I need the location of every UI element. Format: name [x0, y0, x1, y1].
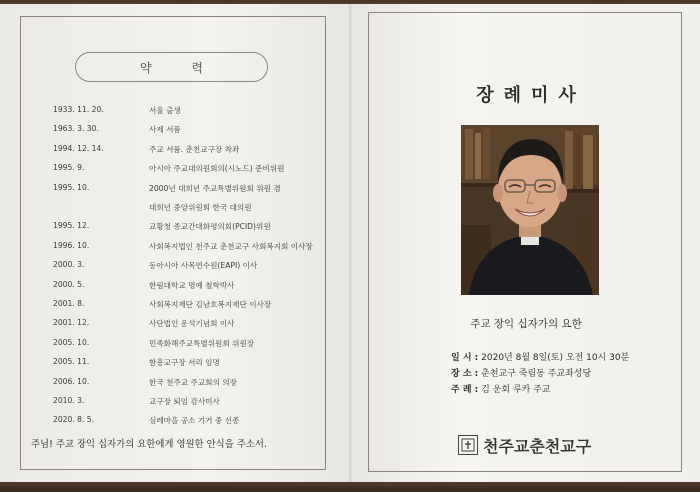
closing-prayer: 주님! 주교 장익 십자가의 요한에게 영원한 안식을 주소서. [31, 439, 267, 450]
page-title: 장례미사 [476, 85, 586, 106]
timeline-event: 2000년 대희년 주교특별위원회 위원 겸 [149, 183, 281, 193]
biography-card [0, 4, 350, 482]
biography-heading: 약 력 [75, 52, 268, 82]
timeline-date: 2000. 3. [53, 260, 85, 270]
info-celebrant-value: 김 운회 루카 주교 [481, 385, 551, 395]
timeline-date: 1995. 9. [53, 163, 85, 173]
diocese-emblem-icon [458, 435, 478, 455]
info-datetime-label: 일 시 : [451, 353, 479, 363]
timeline-event: 사제 서품 [149, 125, 181, 135]
timeline-event: 교구장 퇴임 감사미사 [149, 397, 220, 406]
funeral-frame [368, 12, 682, 472]
timeline-date: 1996. 10. [53, 240, 90, 250]
funeral-mass-card [352, 4, 700, 482]
info-celebrant-label: 주 례 : [451, 385, 479, 395]
biography-frame [20, 16, 326, 470]
timeline-date: 2005. 11. [53, 357, 90, 367]
diocese-name: 천주교춘천교구 [483, 437, 592, 456]
info-location-label: 장 소 : [451, 369, 479, 379]
timeline-date: 2005. 10. [53, 337, 90, 347]
deceased-name: 주교 장익 십자가의 요한 [470, 318, 582, 330]
timeline-event: 한국 천주교 주교회의 의장 [149, 377, 237, 387]
timeline-event: 사회복지법인 천주교 춘천교구 사회복지회 이사장 [149, 241, 313, 251]
timeline-date: 2020. 8. 5. [53, 415, 95, 425]
timeline-event: 아시아 주교대의원회의(시노드) 준비위원 [149, 164, 285, 174]
timeline-date: 2000. 5. [53, 279, 85, 289]
timeline-date: 2001. 12. [53, 318, 90, 328]
info-location [451, 366, 591, 379]
timeline-event: 동아시아 사목연수원(EAPI) 이사 [149, 261, 258, 271]
timeline-event: 한림대학교 명예 철학박사 [149, 280, 235, 290]
timeline-event: 함흥교구장 서리 임명 [149, 358, 220, 368]
timeline-event: 주교 서품. 춘천교구장 착좌 [149, 144, 240, 154]
timeline-event: 사회복지재단 김남호복지재단 이사장 [149, 300, 272, 309]
timeline-date: 1995. 12. [53, 221, 90, 231]
info-location-value: 춘천교구 죽림동 주교좌성당 [481, 369, 592, 379]
timeline-date: 2006. 10. [53, 376, 90, 386]
timeline-date: 1994. 12. 14. [53, 143, 104, 153]
portrait-photo [461, 125, 599, 295]
timeline-date: 1995. 10. [53, 182, 90, 192]
portrait-image [461, 125, 599, 295]
timeline-event: 사단법인 운석기념회 이사 [149, 319, 235, 329]
timeline-event: 민족화해주교특별위원회 위원장 [149, 338, 255, 348]
timeline-date: 2001. 8. [53, 299, 85, 308]
timeline-date: 2010. 3. [53, 396, 85, 405]
timeline-date: 1933. 11. 20. [53, 105, 104, 114]
timeline-event: 서울 출생 [149, 106, 181, 115]
info-datetime-value: 2020년 8월 8일(토) 오전 10시 30분 [481, 353, 630, 363]
info-celebrant [451, 382, 551, 395]
timeline-event: 대희년 중앙위원회 한국 대의원 [149, 203, 252, 212]
timeline-event: 심레마을 공소 기거 중 선종 [149, 416, 240, 426]
timeline-event: 교황청 종교간대화평의회(PCID)위원 [149, 222, 271, 232]
info-datetime [451, 350, 629, 363]
timeline-date: 1963. 3. 30. [53, 124, 99, 134]
